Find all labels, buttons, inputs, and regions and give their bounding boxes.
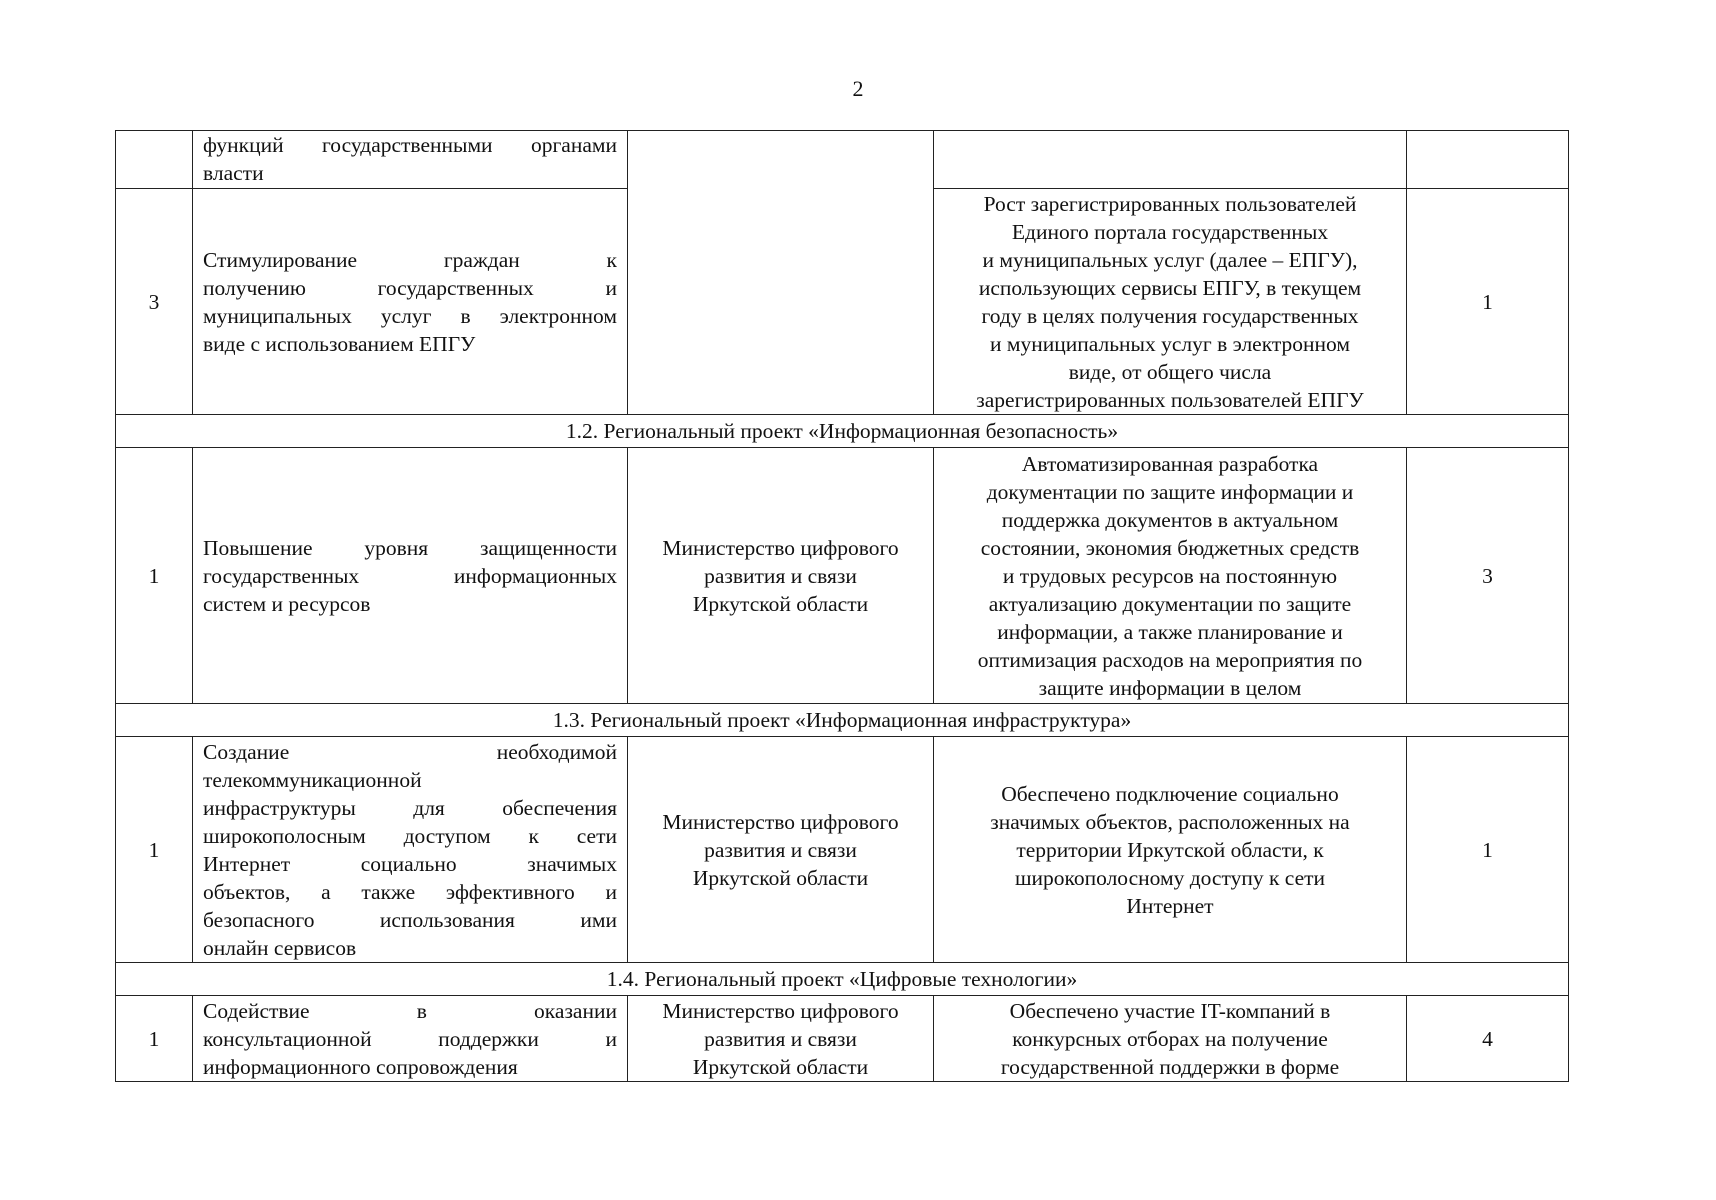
value-cell — [1407, 131, 1569, 189]
task-cell — [193, 131, 628, 189]
table-row — [116, 737, 1569, 963]
table-row — [116, 448, 1569, 704]
responsible-cell — [628, 448, 934, 704]
task-line: консультационной поддержки и — [203, 1026, 617, 1051]
result-line: широкополосному доступу к сети — [1014, 865, 1326, 890]
result-line: Обеспечено участие IT-компаний в — [1009, 998, 1331, 1023]
result-cell — [934, 737, 1407, 963]
responsible-line: развития и связи — [704, 563, 857, 588]
row-number: 1 — [116, 996, 193, 1082]
value-cell: 1 — [1407, 737, 1569, 963]
result-line: информации, а также планирование и — [997, 619, 1343, 644]
result-line: использующих сервисы ЕПГУ, в текущем — [978, 275, 1362, 300]
task-line: онлайн сервисов — [203, 935, 357, 960]
row-number: 1 — [116, 448, 193, 704]
result-line: состоянии, экономия бюджетных средств — [980, 535, 1360, 560]
result-line: территории Иркутской области, к — [1016, 837, 1324, 862]
task-line: Повышение уровня защищенности — [203, 535, 617, 560]
result-line: виде, от общего числа — [1068, 359, 1272, 384]
responsible-line: Иркутской области — [692, 591, 869, 616]
value-cell: 3 — [1407, 448, 1569, 704]
section-header-row — [116, 704, 1569, 737]
responsible-line: Иркутской области — [692, 865, 869, 890]
responsible-line: Министерство цифрового — [662, 998, 899, 1023]
section-title: 1.4. Региональный проект «Цифровые технологии» — [116, 963, 1569, 996]
task-cell — [193, 448, 628, 704]
task-line: систем и ресурсов — [203, 591, 371, 616]
task-line: широкополосным доступом к сети — [203, 823, 617, 848]
result-line: поддержка документов в актуальном — [1001, 507, 1339, 532]
table-row — [116, 131, 1569, 189]
responsible-cell — [628, 737, 934, 963]
task-line: Интернет социально значимых — [203, 851, 617, 876]
result-line: и трудовых ресурсов на постоянную — [1002, 563, 1338, 588]
result-cell — [934, 996, 1407, 1082]
task-line: безопасного использования ими — [203, 907, 617, 932]
task-line: получению государственных и — [203, 275, 617, 300]
result-cell — [934, 448, 1407, 704]
task-line: объектов, а также эффективного и — [203, 879, 617, 904]
task-line: информационного сопровождения — [203, 1054, 518, 1079]
responsible-line: развития и связи — [704, 837, 857, 862]
result-line: Единого портала государственных — [1011, 219, 1329, 244]
result-line: документации по защите информации и — [986, 479, 1354, 504]
responsible-cell — [628, 996, 934, 1082]
page-number: 2 — [852, 76, 864, 101]
task-line: государственных информационных — [203, 563, 617, 588]
result-line: защите информации в целом — [1038, 675, 1302, 700]
result-line: оптимизация расходов на мероприятия по — [977, 647, 1363, 672]
row-number: 1 — [116, 737, 193, 963]
result-line: году в целях получения государственных — [981, 303, 1359, 328]
measures-table-body — [116, 131, 1569, 1082]
result-line: Обеспечено подключение социально — [1001, 781, 1339, 806]
result-line: зарегистрированных пользователей ЕПГУ — [976, 387, 1364, 412]
result-line: конкурсных отборах на получение — [1012, 1026, 1328, 1051]
result-line: Рост зарегистрированных пользователей — [983, 191, 1357, 216]
result-line: Интернет — [1126, 893, 1214, 918]
row-number — [116, 131, 193, 189]
task-line: Содействие в оказании — [203, 998, 617, 1023]
section-header-row — [116, 963, 1569, 996]
task-cell — [193, 189, 628, 415]
table-row — [116, 996, 1569, 1082]
responsible-cell — [628, 131, 934, 415]
task-line: функций государственными органами — [203, 133, 617, 157]
result-line: Автоматизированная разработка — [1021, 451, 1319, 476]
value-cell: 4 — [1407, 996, 1569, 1082]
result-line: государственной поддержки в форме — [1000, 1054, 1340, 1079]
task-line: муниципальных услуг в электронном — [203, 303, 617, 328]
section-header-row — [116, 415, 1569, 448]
value-cell: 1 — [1407, 189, 1569, 415]
responsible-line: Иркутской области — [692, 1054, 869, 1079]
section-title: 1.3. Региональный проект «Информационная инфраструктура» — [116, 704, 1569, 737]
responsible-line: Министерство цифрового — [662, 535, 899, 560]
task-line: власти — [203, 161, 264, 185]
result-line: значимых объектов, расположенных на — [990, 809, 1350, 834]
result-line: актуализацию документации по защите — [988, 591, 1352, 616]
task-cell — [193, 996, 628, 1082]
section-title: 1.2. Региональный проект «Информационная безопасность» — [116, 415, 1569, 448]
responsible-line: Министерство цифрового — [662, 809, 899, 834]
task-line: телекоммуникационной — [203, 767, 422, 792]
row-number: 3 — [116, 189, 193, 415]
result-cell — [934, 189, 1407, 415]
task-line: Создание необходимой — [203, 739, 617, 764]
task-line: инфраструктуры для обеспечения — [203, 795, 617, 820]
result-line: и муниципальных услуг (далее – ЕПГУ), — [982, 247, 1358, 272]
result-line: и муниципальных услуг в электронном — [990, 331, 1350, 356]
task-line: виде с использованием ЕПГУ — [203, 331, 476, 356]
task-cell — [193, 737, 628, 963]
task-line: Стимулирование граждан к — [203, 247, 617, 272]
measures-table — [115, 130, 1569, 1082]
responsible-line: развития и связи — [704, 1026, 857, 1051]
result-cell — [934, 131, 1407, 189]
